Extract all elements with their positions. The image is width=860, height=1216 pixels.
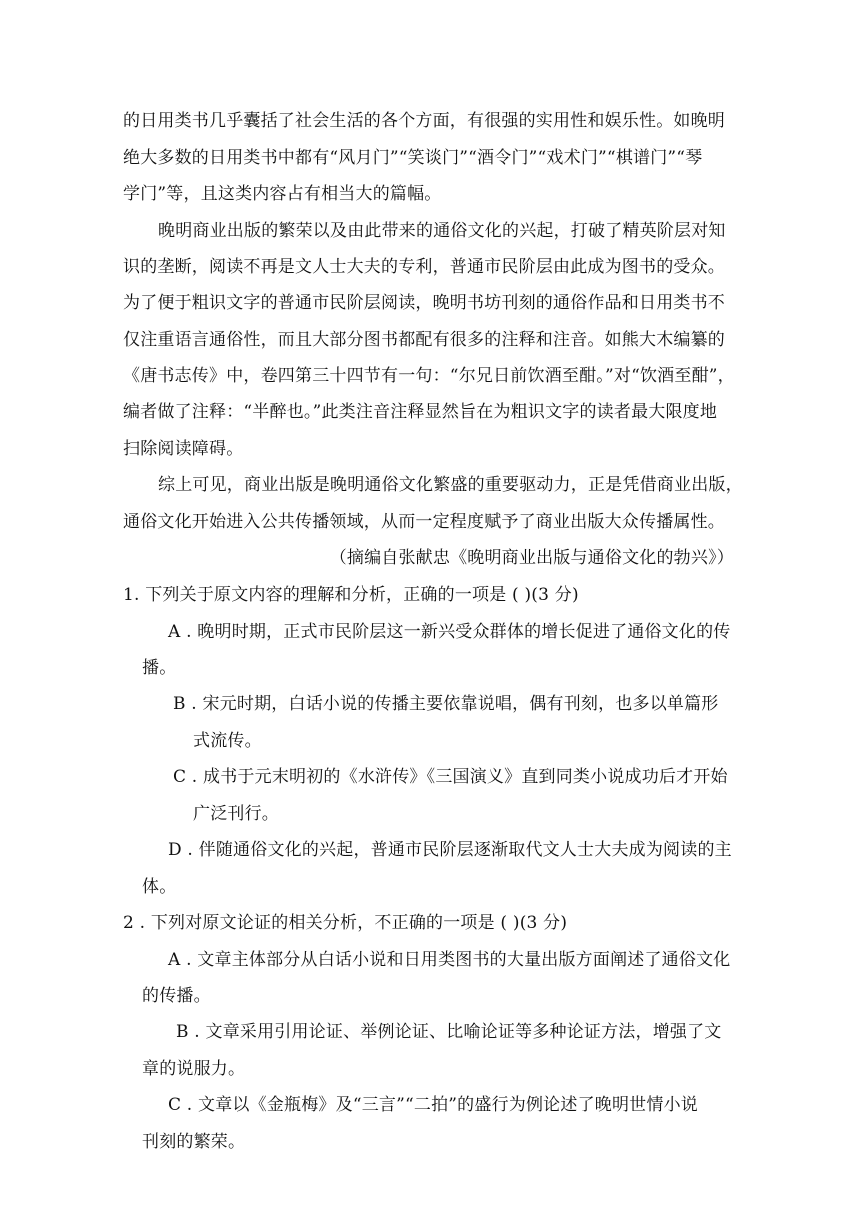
p2-line-4: 仅注重语言通俗性，而且大部分图书都配有很多的注释和注音。如熊大木编纂的 [123,330,725,350]
p2-line-7: 扫除阅读障碍。 [123,439,244,459]
p2-line-1: 晚明商业出版的繁荣以及由此带来的通俗文化的兴起，打破了精英阶层对知 [158,221,726,241]
p2-line-6: 编者做了注释：“半醉也。”此类注音注释显然旨在为粗识文字的读者最大限度地 [123,402,718,422]
q2-stem: 2 . 下列对原文论证的相关分析，不正确的一项是 ( )(3 分) [123,913,568,933]
q1-option-a-line-1: A . 晚明时期，正式市民阶层这一新兴受众群体的增长促进了通俗文化的传 [168,622,731,642]
p2-line-5: 《唐书志传》中，卷四第三十四节有一句：“尔兄日前饮酒至酣。”对“饮酒至酣”， [123,366,735,386]
q2-option-c-line-2: 刊刻的繁荣。 [142,1132,246,1152]
q2-option-a-line-2: 的传播。 [142,986,211,1006]
q1-option-b-line-2: 式流传。 [193,731,262,751]
q2-option-c-line-1: C . 文章以《金瓶梅》及“三言”“二拍”的盛行为例论述了晚明世情小说 [168,1095,698,1115]
q1-stem: 1. 下列关于原文内容的理解和分析，正确的一项是 ( )(3 分) [123,585,579,605]
q1-option-d-line-1: D . 伴随通俗文化的兴起，普通市民阶层逐渐取代文人士大夫成为阅读的主 [168,840,732,860]
p1-line-2: 绝大多数的日用类书中都有“风月门”“笑谈门”“酒令门”“戏术门”“棋谱门”“琴 [123,148,703,168]
p2-line-2: 识的垄断，阅读不再是文人士大夫的专利，普通市民阶层由此成为图书的受众。 [123,257,725,277]
q2-option-b-line-2: 章的说服力。 [142,1059,246,1079]
q2-option-b-line-1: B . 文章采用引用论证、举例论证、比喻论证等多种论证方法，增强了文 [176,1022,722,1042]
q1-option-d-line-2: 体。 [142,877,177,897]
q1-option-c-line-2: 广泛刊行。 [193,804,279,824]
p1-line-1: 的日用类书几乎囊括了社会生活的各个方面，有很强的实用性和娱乐性。如晚明 [123,111,725,131]
p3-line-1: 综上可见，商业出版是晚明通俗文化繁盛的重要驱动力，正是凭借商业出版， [158,475,743,495]
q1-option-c-line-1: C . 成书于元末明初的《水浒传》《三国演义》直到同类小说成功后才开始 [173,767,728,787]
p2-line-3: 为了便于粗识文字的普通市民阶层阅读，晚明书坊刊刻的通俗作品和日用类书不 [123,293,725,313]
source-citation: （摘编自张献忠《晚明商业出版与通俗文化的勃兴》） [329,548,734,568]
q1-option-b-line-1: B . 宋元时期，白话小说的传播主要依靠说唱，偶有刊刻，也多以单篇形 [173,694,719,714]
q2-option-a-line-1: A . 文章主体部分从白话小说和日用类图书的大量出版方面阐述了通俗文化 [168,950,731,970]
q1-option-a-line-2: 播。 [142,658,177,678]
p3-line-2: 通俗文化开始进入公共传播领域，从而一定程度赋予了商业出版大众传播属性。 [123,512,725,532]
p1-line-3: 学门”等，且这类内容占有相当大的篇幅。 [123,184,442,204]
